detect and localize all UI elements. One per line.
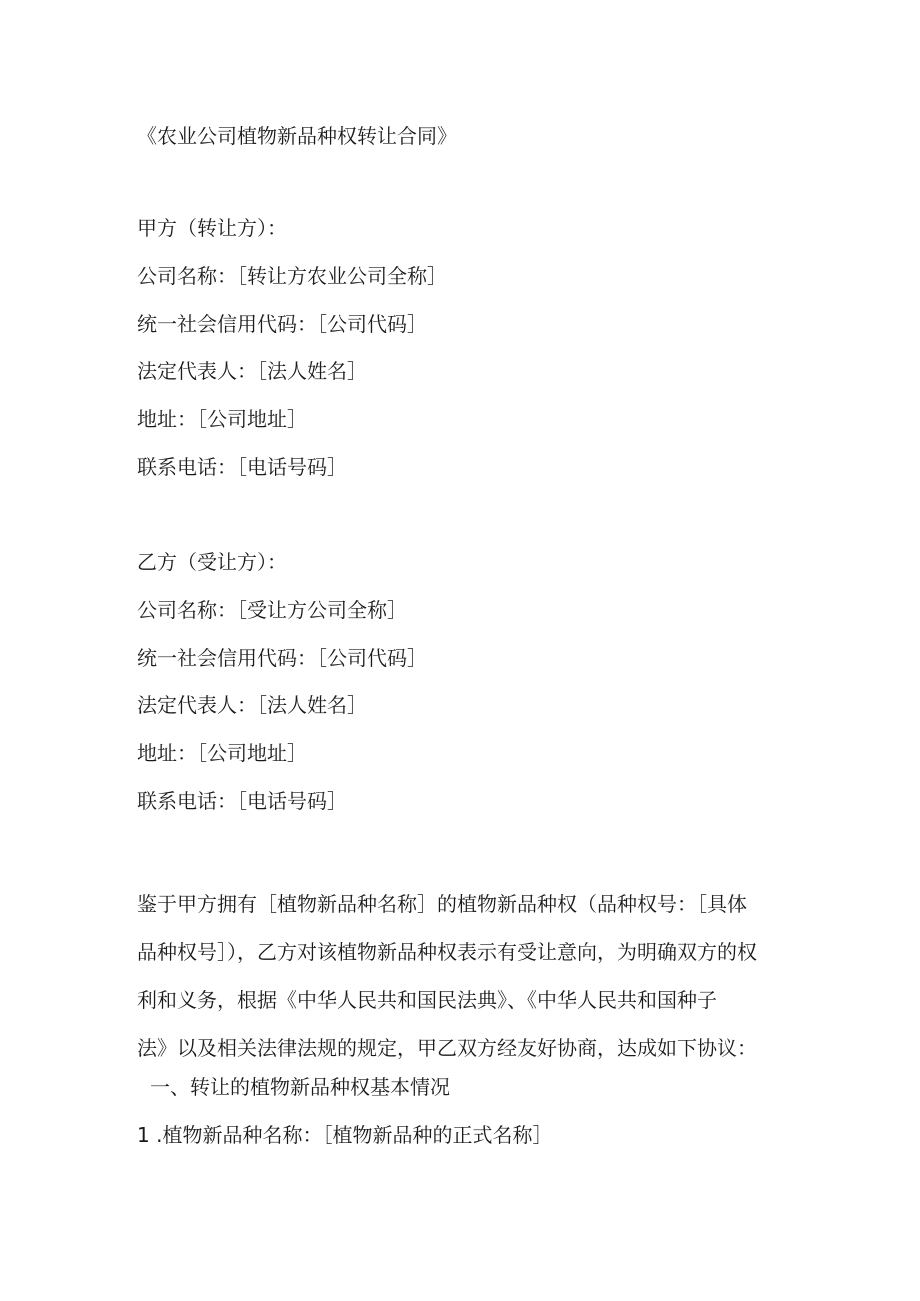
document-title: 《农业公司植物新品种权转让合同》 — [137, 124, 457, 148]
party-a-phone: 联系电话：［电话号码］ — [137, 455, 347, 479]
party-a-legal-rep: 法定代表人：［法人姓名］ — [137, 359, 367, 383]
section-1-item-1: 1 .植物新品种名称：［植物新品种的正式名称］ — [137, 1123, 553, 1147]
party-b-credit-code: 统一社会信用代码：［公司代码］ — [137, 646, 427, 670]
party-b-legal-rep: 法定代表人：［法人姓名］ — [137, 693, 367, 717]
party-b-company-name: 公司名称：［受让方公司全称］ — [137, 598, 407, 622]
party-a-address: 地址：［公司地址］ — [137, 407, 307, 431]
preamble-paragraph — [137, 880, 777, 1072]
party-b-heading: 乙方（受让方）： — [137, 550, 287, 574]
party-b-phone: 联系电话：［电话号码］ — [137, 789, 347, 813]
party-a-company-name: 公司名称：［转让方农业公司全称］ — [137, 264, 447, 288]
preamble-line: 品种权号］），乙方对该植物新品种权表示有受让意向，为明确双方的权 — [137, 940, 757, 964]
preamble-line: 法》以及相关法律法规的规定，甲乙双方经友好协商，达成如下协议： — [137, 1036, 757, 1060]
party-a-heading: 甲方（转让方）： — [137, 216, 287, 240]
party-a-credit-code: 统一社会信用代码：［公司代码］ — [137, 312, 427, 336]
section-1-heading: 一、转让的植物新品种权基本情况 — [150, 1075, 450, 1099]
party-b-address: 地址：［公司地址］ — [137, 741, 307, 765]
preamble-line: 鉴于甲方拥有［植物新品种名称］的植物新品种权（品种权号：［具体 — [137, 892, 747, 916]
preamble-line: 利和义务，根据《中华人民共和国民法典》、《中华人民共和国种子 — [137, 988, 717, 1012]
